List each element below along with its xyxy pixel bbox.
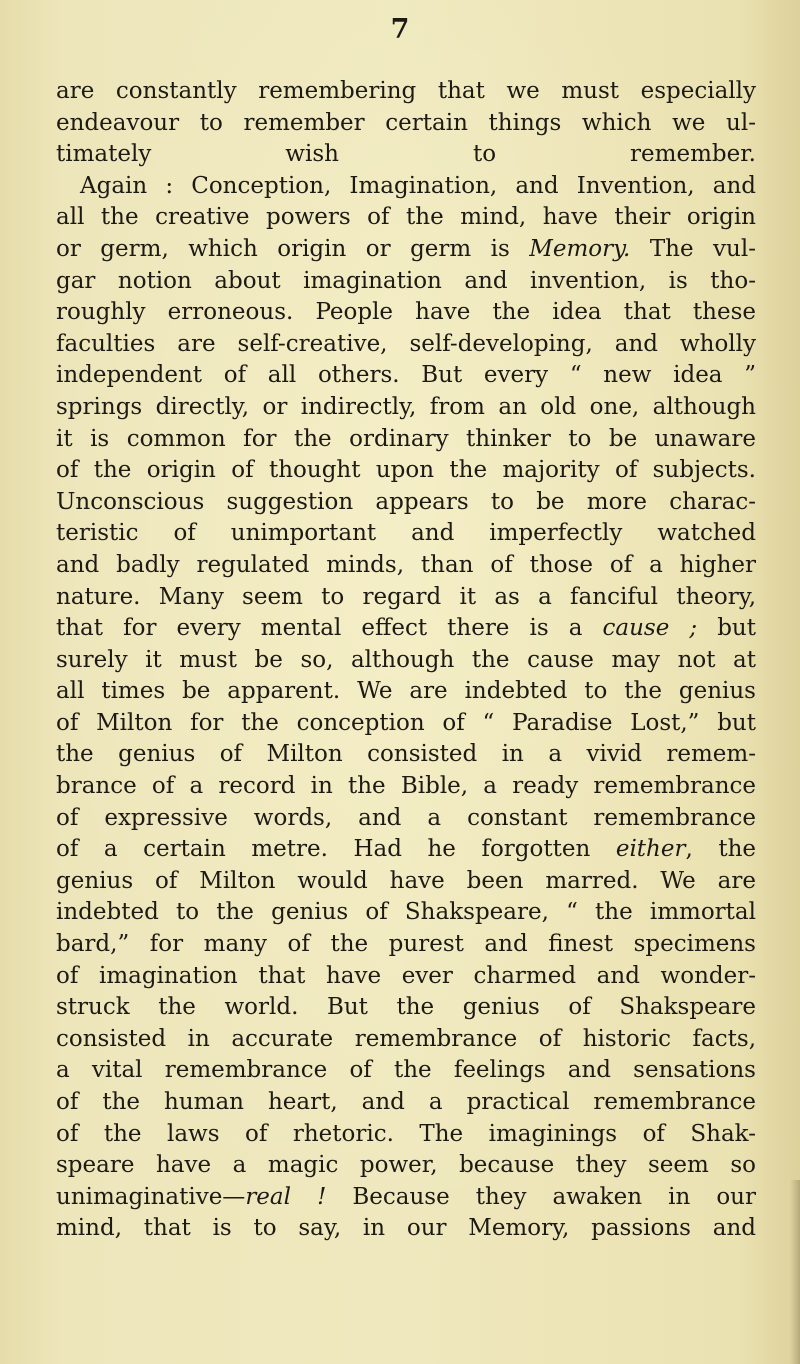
page-number: 7	[390, 14, 410, 45]
text-line: teristic of unimportant and imperfectly watched	[56, 520, 756, 547]
text-line	[56, 234, 756, 266]
text-line: are constantly remembering that we must especially	[56, 78, 756, 104]
text-line: of the laws of rhetoric. The imaginings of Shak-	[56, 1120, 756, 1147]
text-line: of imagination that have ever charmed and wonder-	[56, 962, 756, 989]
text-line: roughly erroneous. People have the idea that these	[56, 299, 756, 326]
text-line: of the origin of thought upon the majority of subjects.	[56, 457, 756, 484]
text-line: all the creative powers of the mind, have their origin	[56, 204, 756, 231]
text-segment: but	[697, 615, 756, 642]
text-segment: The vul-	[630, 235, 756, 262]
text-line: mind, that is to say, in our Memory, passions and	[56, 1215, 756, 1242]
text-segment: , the	[685, 836, 756, 863]
text-segment: unimaginative—	[56, 1183, 246, 1210]
text-segment: or germ, which origin or germ is	[56, 235, 530, 262]
text-line: bard,” for many of the purest and finest specimens	[56, 931, 756, 958]
italic-text: Memory.	[529, 235, 631, 262]
text-line: consisted in accurate remembrance of historic facts,	[56, 1025, 756, 1052]
text-line: timately wish to remember.	[56, 141, 756, 168]
text-line: springs directly, or indirectly, from an old one, although	[56, 393, 756, 420]
text-line: independent of all others. But every “ new idea ”	[56, 362, 756, 389]
text-line: genius of Milton would have been marred. We are	[56, 867, 756, 894]
text-segment: of a certain metre. Had he forgotten	[56, 836, 616, 863]
text-line: faculties are self-creative, self-developing, and wholly	[56, 330, 756, 357]
page-edge-shadow	[790, 1180, 800, 1364]
text-line	[56, 1182, 756, 1214]
text-line: of expressive words, and a constant remembrance	[56, 804, 756, 831]
text-line	[56, 613, 756, 645]
text-line: it is common for the ordinary thinker to be unaware	[56, 425, 756, 452]
italic-text: either	[615, 836, 686, 863]
text-line: and badly regulated minds, than of those of a higher	[56, 551, 756, 578]
text-line: all times be apparent. We are indebted to the genius	[56, 678, 756, 705]
text-line: Unconscious suggestion appears to be more charac-	[56, 488, 756, 515]
text-line: Again : Conception, Imagination, and Invention, and	[80, 172, 756, 199]
text-line: the genius of Milton consisted in a vivid remem-	[56, 741, 756, 768]
text-line: speare have a magic power, because they seem so	[56, 1152, 756, 1179]
text-line: endeavour to remember certain things which we ul-	[56, 109, 756, 136]
text-line: indebted to the genius of Shakspeare, “ the immortal	[56, 899, 756, 926]
italic-text: real !	[245, 1183, 327, 1210]
text-line: gar notion about imagination and invention, is tho-	[56, 267, 756, 294]
text-line	[56, 834, 756, 866]
text-line: of Milton for the conception of “ Paradise Lost,” but	[56, 709, 756, 736]
text-line: struck the world. But the genius of Shakspeare	[56, 994, 756, 1021]
text-segment: that for every mental effect there is a	[56, 615, 603, 642]
text-segment: Because they awaken in our	[326, 1183, 756, 1210]
text-line: surely it must be so, although the cause may not at	[56, 646, 756, 673]
text-line: nature. Many seem to regard it as a fanciful theory,	[56, 583, 756, 610]
body-text	[56, 76, 756, 1245]
text-line: of the human heart, and a practical remembrance	[56, 1089, 756, 1115]
italic-text: cause ;	[602, 615, 698, 642]
text-line: brance of a record in the Bible, a ready remembrance	[56, 773, 756, 800]
text-line: a vital remembrance of the feelings and sensations	[56, 1057, 756, 1084]
